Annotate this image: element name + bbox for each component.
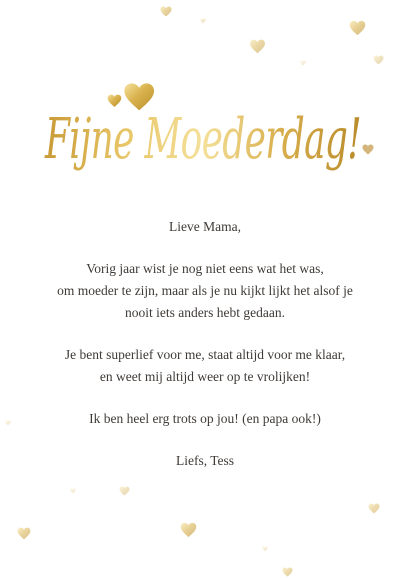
heart-icon	[262, 546, 268, 552]
heart-icon	[108, 95, 122, 107]
heart-icon	[373, 55, 384, 65]
heart-icon	[282, 567, 293, 577]
heart-icon	[160, 6, 172, 17]
title-text: Fijne Moederdag!	[44, 107, 362, 172]
heart-icon	[368, 503, 380, 514]
signature: Liefs, Tess	[175, 453, 235, 468]
salutation: Lieve Mama,	[169, 219, 241, 234]
heart-icon	[249, 39, 266, 54]
heart-icon	[349, 20, 366, 36]
heart-icon	[180, 522, 197, 538]
heart-icon	[5, 420, 11, 426]
heart-icon	[300, 60, 306, 66]
heart-icon	[17, 527, 31, 540]
heart-icon	[363, 145, 374, 155]
paragraph-1-line-2: om moeder te zijn, maar als je nu kijkt lijkt het alsof je	[57, 283, 353, 298]
paragraph-1-line-1: Vorig jaar wist je nog niet eens wat het was,	[86, 261, 324, 276]
card-title	[0, 76, 410, 186]
paragraph-2-line-1: Je bent superlief voor me, staat altijd voor me klaar,	[64, 347, 346, 362]
paragraph-3: Ik ben heel erg trots op jou! (en papa ook!)	[89, 411, 321, 426]
heart-icon	[70, 488, 76, 494]
card-message	[20, 216, 390, 472]
paragraph-1-line-3: nooit iets anders hebt gedaan.	[124, 305, 286, 320]
heart-icon	[119, 486, 130, 496]
paragraph-2-line-2: en weet mij altijd weer op te vrolijken!	[99, 369, 311, 384]
heart-icon	[200, 18, 206, 24]
